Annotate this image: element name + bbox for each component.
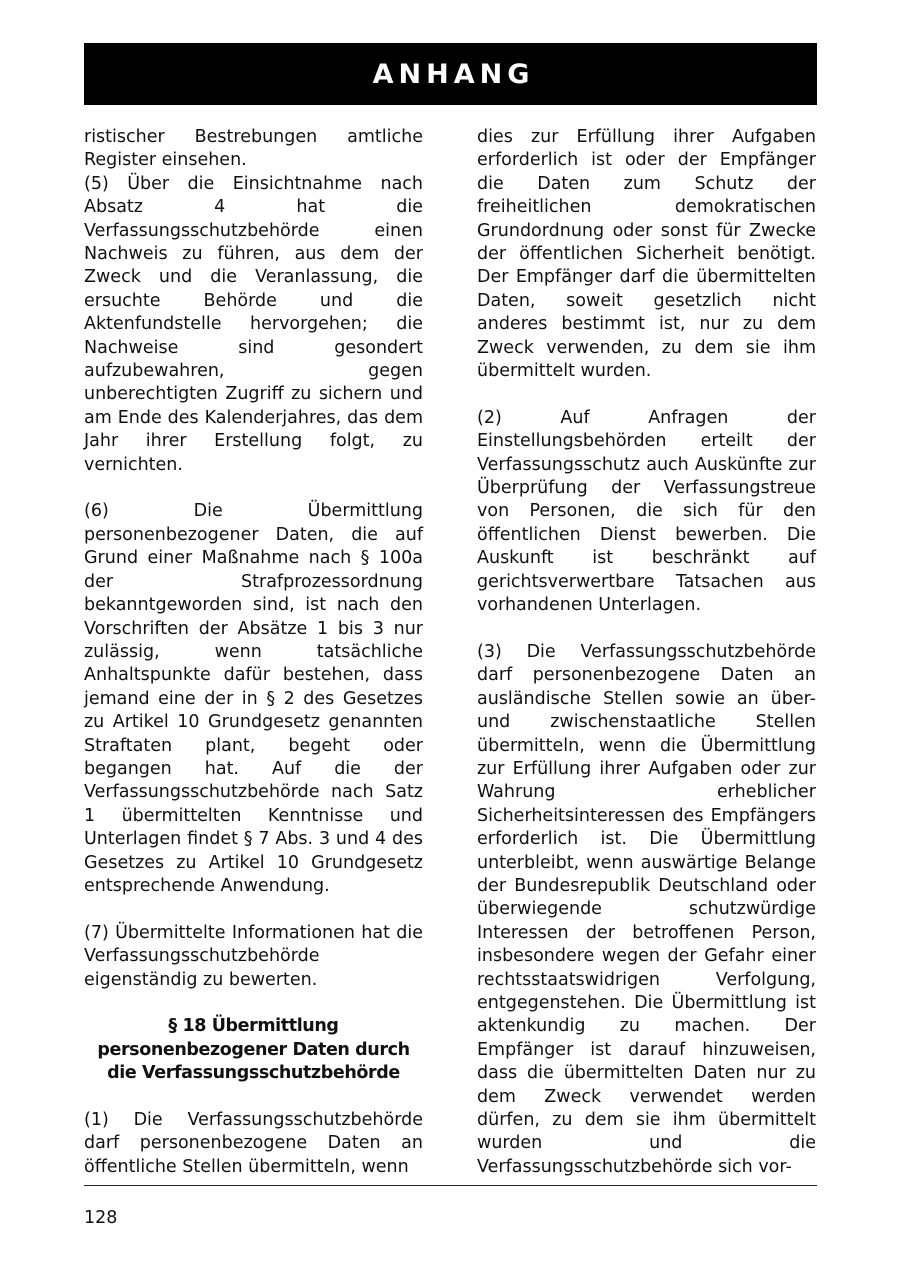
left-column bbox=[84, 126, 423, 1179]
paragraph-18-3: (3) Die Verfassungsschutzbehörde darf personenbezogene Daten an ausländische Stellen sowie an über- und zwischenstaatliche Stellen übermitteln, wenn die Übermittlung zur Erfüllung ihrer Aufgaben oder zur Wahrung erheblicher Sicherheitsinteressen des Empfängers erforderlich ist. Die Übermittlung unterbleibt, wenn auswärtige Belange der Bundesrepublik Deutschland oder überwiegende schutzwürdige Interessen der betroffenen Person, insbesondere wegen der Gefahr einer rechtsstaatswidrigen Verfolgung, entgegenstehen. Die Übermittlung ist aktenkundig zu machen. Der Empfänger ist darauf hinzuweisen, dass die übermittelten Daten nur zu dem Zweck verwendet werden dürfen, zu dem sie ihm übermittelt wurden und die Verfassungsschutzbehörde sich vor- bbox=[477, 641, 816, 1177]
page-title: ANHANG bbox=[372, 58, 535, 90]
paragraph-18-1: (1) Die Verfassungsschutzbehörde darf personenbezogene Daten an öffentliche Stellen übermitteln, wenn bbox=[84, 1110, 423, 1177]
section-heading: § 18 Übermittlung personenbezogener Daten durch die Verfassungsschutzbehörde bbox=[97, 1016, 410, 1084]
right-column bbox=[477, 126, 816, 1179]
paragraph-6: (6) Die Übermittlung personenbezogener Daten, die auf Grund einer Maßnahme nach § 100a der Strafprozessordnung bekanntgeworden sind, ist nach den Vorschriften der Absätze 1 bis 3 nur zulässig, wenn tatsächliche Anhaltspunkte dafür bestehen, dass jemand eine der in § 2 des Gesetzes zu Artikel 10 Grundgesetz genannten Straftaten plant, begeht oder begangen hat. Auf die der Verfassungsschutzbehörde nach Satz 1 übermittelten Kenntnisse und Unterlagen findet § 7 Abs. 3 und 4 des Gesetzes zu Artikel 10 Grundgesetz entsprechende Anwendung. bbox=[84, 501, 423, 896]
page-number: 128 bbox=[84, 1208, 118, 1228]
paragraph-5: (5) Über die Einsichtnahme nach Absatz 4 hat die Verfassungsschutzbehörde einen Nachweis zu führen, aus dem der Zweck und die Veranlassung, die ersuchte Behörde und die Aktenfundstelle hervorgehen; die Nachweise sind gesondert aufzubewahren, gegen unberechtigten Zugriff zu sichern und am Ende des Kalenderjahres, das dem Jahr ihrer Erstellung folgt, zu vernichten. bbox=[84, 173, 423, 475]
paragraph-7: (7) Übermittelte Informationen hat die Verfassungsschutzbehörde eigenständig zu bewerten. bbox=[84, 922, 423, 990]
paragraph-18-2: (2) Auf Anfragen der Einstellungsbehörden erteilt der Verfassungsschutz auch Auskünfte zur Überprüfung der Verfassungstreue von Personen, die sich für den öffentlichen Dienst bewerben. Die Auskunft ist beschränkt auf gerichtsverwertbare Tatsachen aus vorhandenen Unterlagen. bbox=[477, 407, 816, 616]
paragraph: ristischer Bestrebungen amtliche Register einsehen. bbox=[84, 127, 423, 171]
footer-divider bbox=[84, 1185, 817, 1186]
paragraph-18-1-cont: dies zur Erfüllung ihrer Aufgaben erforderlich ist oder der Empfänger die Daten zum Schutz der freiheitlichen demokratischen Grundordnung oder sonst für Zwecke der öffentlichen Sicherheit benötigt. Der Empfänger darf die übermittelten Daten, soweit gesetzlich nicht anderes bestimmt ist, nur zu dem Zweck verwenden, zu dem sie ihm übermittelt wurden. bbox=[477, 127, 816, 382]
header-banner bbox=[84, 43, 817, 105]
